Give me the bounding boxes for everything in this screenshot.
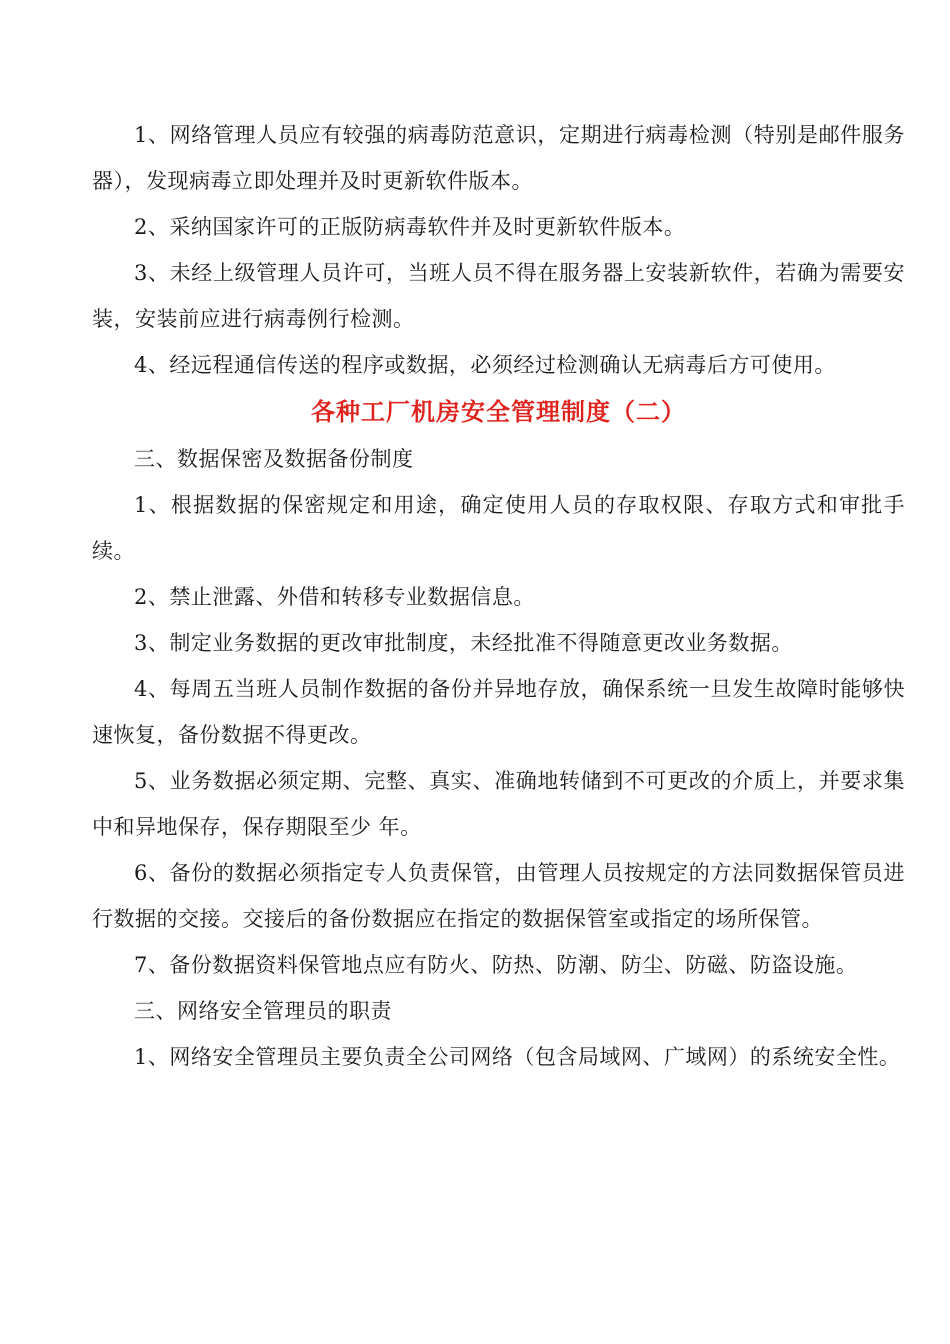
paragraph-no-leak: 2、禁止泄露、外借和转移专业数据信息。 <box>134 585 535 609</box>
paragraph-no-new-software: 3、未经上级管理人员许可，当班人员不得在服务器上安装新软件，若确为需要安装，安装前应进行病毒例行检测。 <box>92 261 905 331</box>
paragraph-access-rights: 1、根据数据的保密规定和用途，确定使用人员的存取权限、存取方式和审批手续。 <box>92 493 905 563</box>
paragraph-change-approval: 3、制定业务数据的更改审批制度，未经批准不得随意更改业务数据。 <box>134 631 793 655</box>
document-title: 各种工厂机房安全管理制度（二） <box>311 397 686 426</box>
section-heading-data-security: 三、数据保密及数据备份制度 <box>134 447 414 471</box>
paragraph-storage-protection: 7、备份数据资料保管地点应有防火、防热、防潮、防尘、防磁、防盗设施。 <box>134 953 858 977</box>
document-body <box>92 112 905 1080</box>
paragraph-backup-custody: 6、备份的数据必须指定专人负责保管，由管理人员按规定的方法同数据保管员进行数据的交接。交接后的备份数据应在指定的数据保管室或指定的场所保管。 <box>92 861 905 931</box>
paragraph-remote-transfer-check: 4、经远程通信传送的程序或数据，必须经过检测确认无病毒后方可使用。 <box>134 353 836 377</box>
paragraph-licensed-antivirus: 2、采纳国家许可的正版防病毒软件并及时更新软件版本。 <box>134 215 686 239</box>
section-heading-network-admin-duties: 三、网络安全管理员的职责 <box>134 999 392 1023</box>
paragraph-archive-media: 5、业务数据必须定期、完整、真实、准确地转储到不可更改的介质上，并要求集中和异地保存，保存期限至少 年。 <box>92 769 905 839</box>
paragraph-virus-awareness: 1、网络管理人员应有较强的病毒防范意识，定期进行病毒检测（特别是邮件服务器），发现病毒立即处理并及时更新软件版本。 <box>92 123 905 193</box>
paragraph-network-admin-role: 1、网络安全管理员主要负责全公司网络（包含局域网、广域网）的系统安全性。 <box>134 1045 901 1069</box>
paragraph-weekly-backup: 4、每周五当班人员制作数据的备份并异地存放，确保系统一旦发生故障时能够快速恢复，备份数据不得更改。 <box>92 677 905 747</box>
